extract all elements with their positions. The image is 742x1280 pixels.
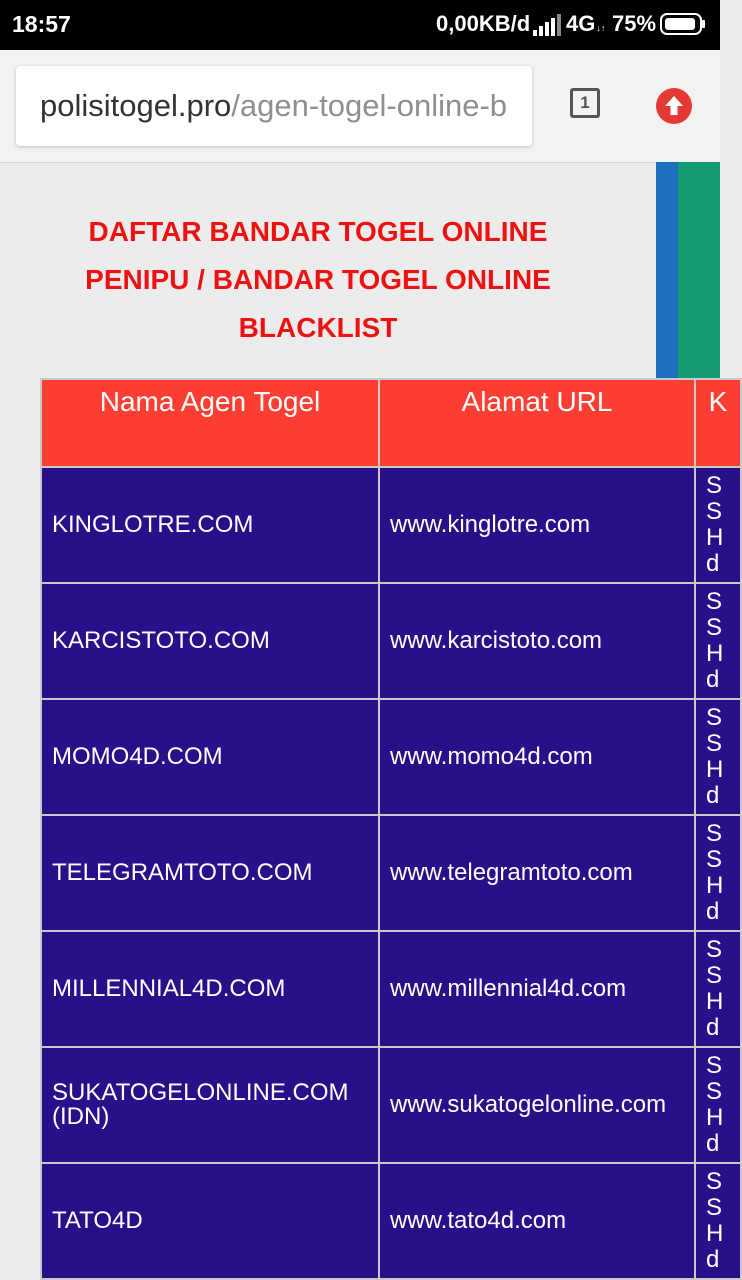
- agent-name: TELEGRAMTOTO.COM: [41, 815, 379, 931]
- agent-note: S S H d: [695, 815, 741, 931]
- status-network-speed: 0,00KB/d: [436, 11, 531, 36]
- agent-note: S S H d: [695, 1163, 741, 1279]
- page-heading: DAFTAR BANDAR TOGEL ONLINE PENIPU / BANDAR TOGEL ONLINE BLACKLIST: [85, 216, 551, 343]
- url-text[interactable]: [40, 88, 516, 124]
- column-header-name: Nama Agen Togel: [41, 379, 379, 467]
- agent-name: MILLENNIAL4D.COM: [41, 931, 379, 1047]
- status-battery-percent: 75%: [612, 11, 657, 36]
- update-arrow-icon[interactable]: [656, 88, 692, 124]
- agent-url: www.telegramtoto.com: [379, 815, 695, 931]
- tab-switcher-icon[interactable]: [570, 88, 600, 118]
- address-bar[interactable]: [16, 66, 532, 146]
- browser-toolbar: [0, 50, 720, 163]
- agent-url: www.tato4d.com: [379, 1163, 695, 1279]
- agent-url: www.kinglotre.com: [379, 467, 695, 583]
- agent-name: KINGLOTRE.COM: [41, 467, 379, 583]
- side-banner: [656, 162, 720, 378]
- url-path: /agen-togel-online-b: [231, 88, 508, 123]
- battery-icon: [660, 13, 706, 35]
- table-row: [41, 1163, 741, 1279]
- blacklist-table: [40, 378, 742, 1280]
- table-header-row: [41, 379, 741, 467]
- agent-url: www.sukatogelonline.com: [379, 1047, 695, 1163]
- url-host: polisitogel.pro: [40, 88, 232, 123]
- agent-note: S S H d: [695, 467, 741, 583]
- agent-name: KARCISTOTO.COM: [41, 583, 379, 699]
- signal-bars-icon: [533, 14, 561, 36]
- agent-name: TATO4D: [41, 1163, 379, 1279]
- table-row: [41, 1047, 741, 1163]
- agent-note: S S H d: [695, 583, 741, 699]
- side-banner-stripe: [656, 162, 678, 378]
- agent-note: S S H d: [695, 931, 741, 1047]
- status-bar: [0, 0, 720, 50]
- table-row: [41, 583, 741, 699]
- agent-note: S S H d: [695, 1047, 741, 1163]
- tab-count: 1: [580, 93, 590, 112]
- table-row: [41, 467, 741, 583]
- agent-url: www.momo4d.com: [379, 699, 695, 815]
- status-network-type: 4G↓↑: [566, 11, 606, 36]
- agent-url: www.karcistoto.com: [379, 583, 695, 699]
- agent-name: SUKATOGELONLINE.COM (IDN): [41, 1047, 379, 1163]
- column-header-url: Alamat URL: [379, 379, 695, 467]
- agent-name: MOMO4D.COM: [41, 699, 379, 815]
- status-time: 18:57: [12, 11, 71, 37]
- table-row: [41, 699, 741, 815]
- column-header-note: K: [695, 379, 741, 467]
- table-row: [41, 815, 741, 931]
- agent-url: www.millennial4d.com: [379, 931, 695, 1047]
- agent-note: S S H d: [695, 699, 741, 815]
- table-row: [41, 931, 741, 1047]
